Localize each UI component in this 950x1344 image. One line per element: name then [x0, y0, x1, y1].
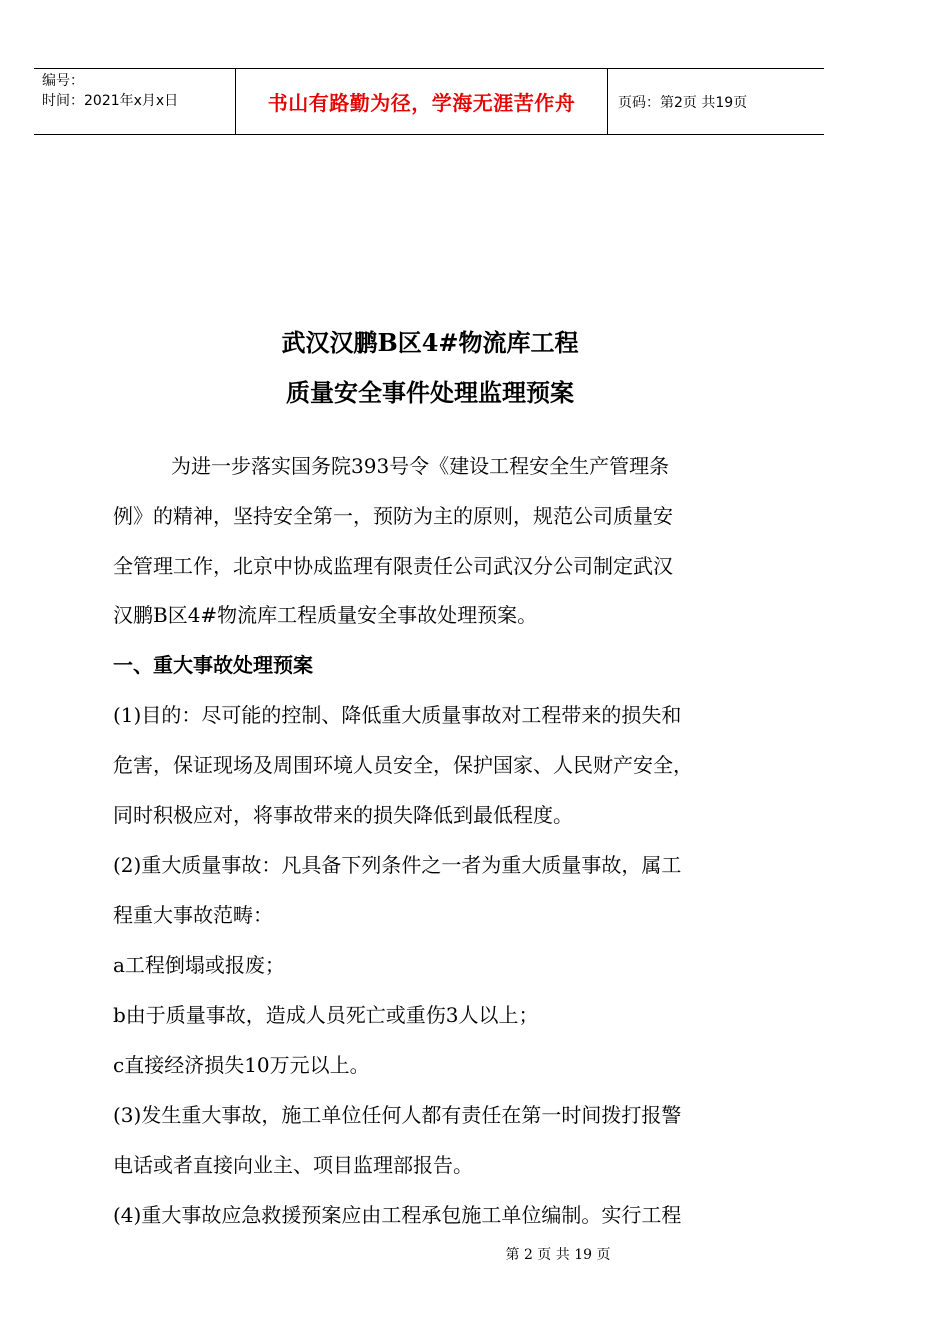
document-title-line2: 质量安全事件处理监理预案 [286, 378, 574, 407]
header-time-label: 时间：2021年x月x日 [42, 93, 179, 109]
header-number-label: 编号： [42, 73, 84, 89]
paragraph-line: (1)目的：尽可能的控制、降低重大质量事故对工程带来的损失和 [113, 703, 682, 727]
paragraph-line: (4)重大事故应急救援预案应由工程承包施工单位编制。实行工程 [113, 1203, 682, 1227]
section-heading: 一、重大事故处理预案 [113, 653, 313, 677]
list-item: a工程倒塌或报废； [113, 953, 285, 977]
paragraph-line: (2)重大质量事故：凡具备下列条件之一者为重大质量事故，属工 [113, 853, 682, 877]
header-motto: 书山有路勤为径，学海无涯苦作舟 [236, 69, 608, 134]
paragraph-line: 汉鹏B区4#物流库工程质量安全事故处理预案。 [113, 603, 538, 627]
paragraph-line: (3)发生重大事故，施工单位任何人都有责任在第一时间拨打报警 [113, 1103, 682, 1127]
paragraph-line: 同时积极应对，将事故带来的损失降低到最低程度。 [113, 803, 573, 827]
header-page-label: 页码：第2页 共19页 [618, 94, 748, 111]
paragraph-line: 程重大事故范畴： [113, 903, 273, 927]
page-header [34, 68, 824, 135]
paragraph-line: 为进一步落实国务院393号令《建设工程安全生产管理条 [171, 454, 670, 478]
header-meta [34, 69, 236, 134]
list-item: b由于质量事故，造成人员死亡或重伤3人以上； [113, 1003, 539, 1027]
paragraph-line: 危害，保证现场及周围环境人员安全，保护国家、人民财产安全， [113, 753, 693, 777]
paragraph-line: 例》的精神，坚持安全第一，预防为主的原则，规范公司质量安 [113, 504, 673, 528]
paragraph-line: 全管理工作，北京中协成监理有限责任公司武汉分公司制定武汉 [113, 554, 673, 578]
list-item: c直接经济损失10万元以上。 [113, 1053, 370, 1077]
document-title-line1: 武汉汉鹏B区4#物流库工程 [281, 328, 579, 357]
page-footer: 第 2 页 共 19 页 [505, 1247, 611, 1263]
paragraph-line: 电话或者直接向业主、项目监理部报告。 [113, 1153, 473, 1177]
